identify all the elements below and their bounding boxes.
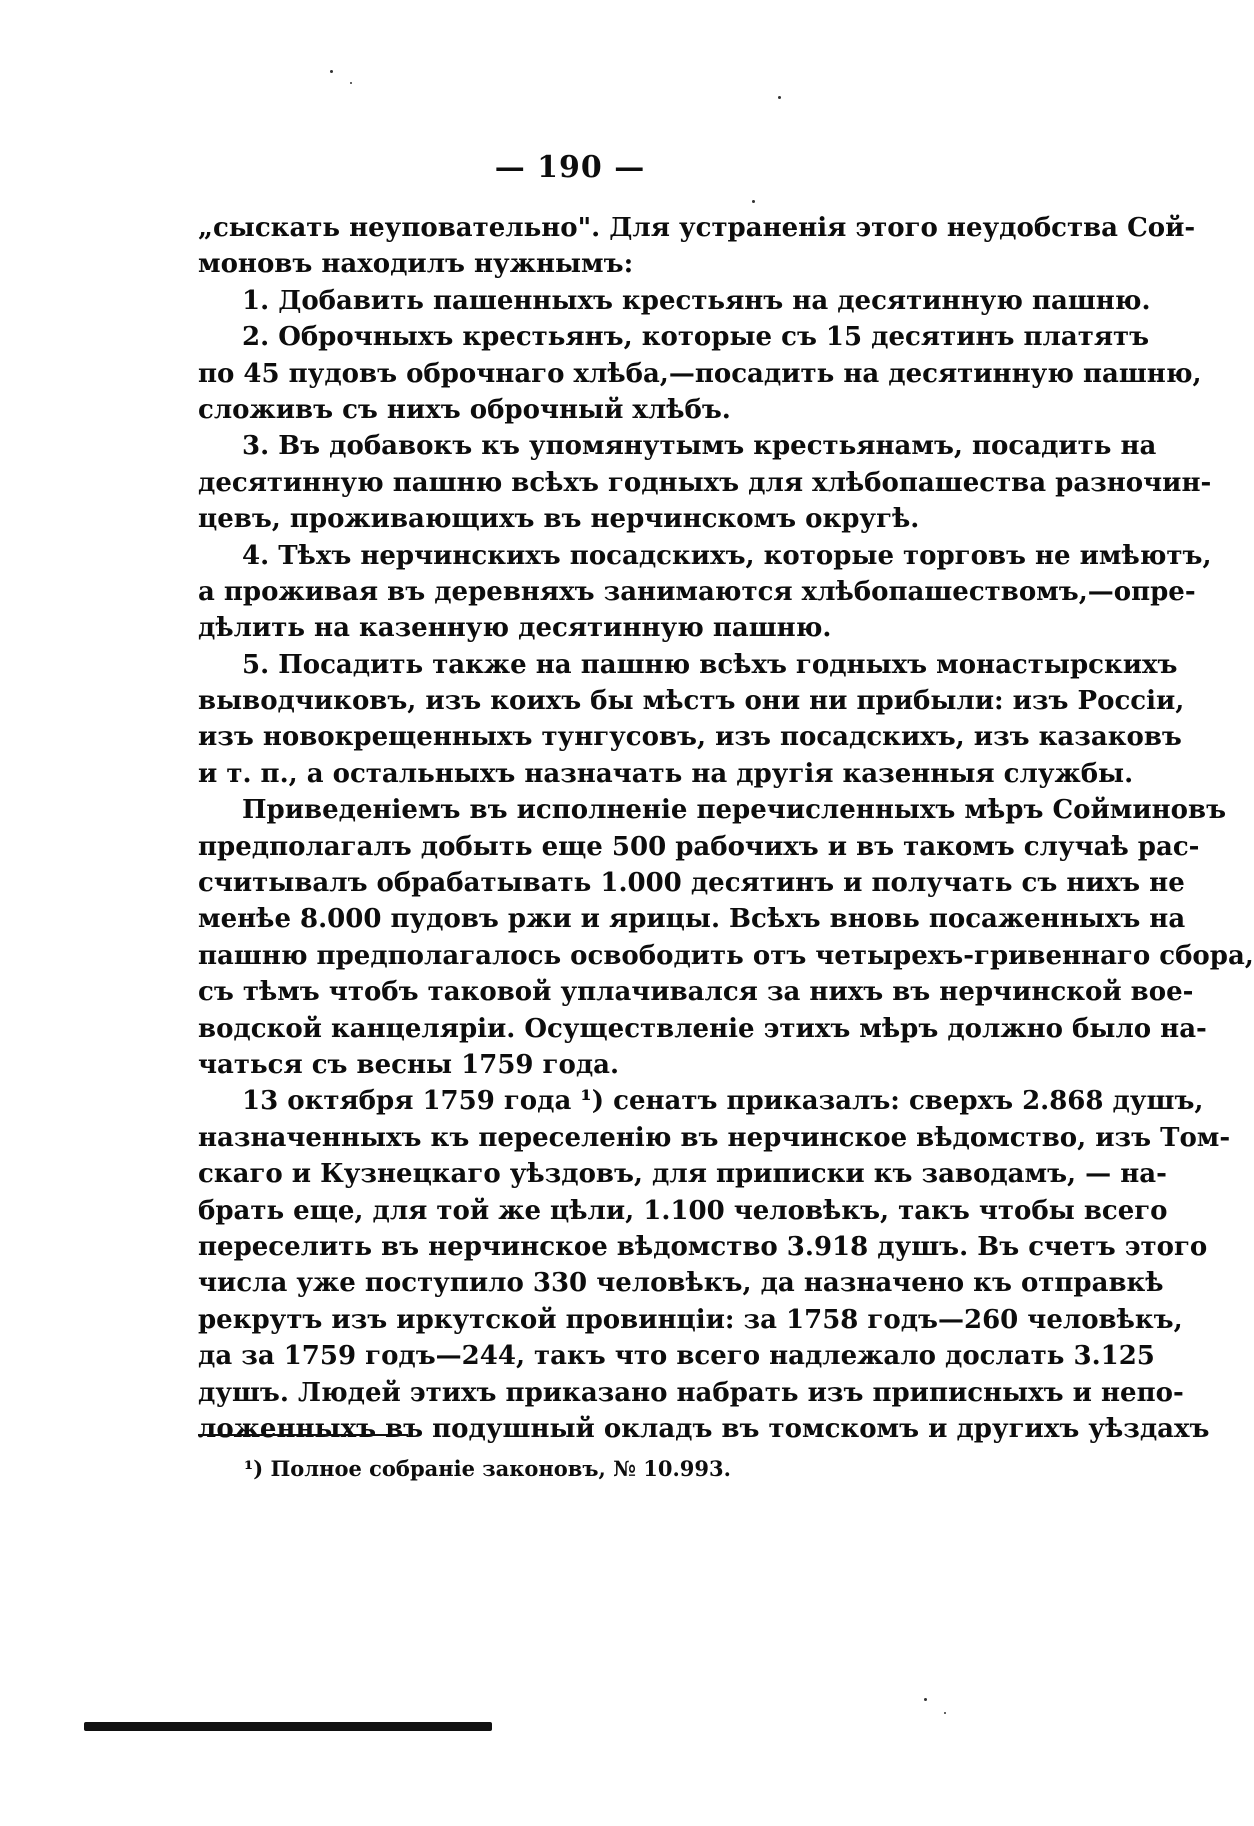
footnote-divider (198, 1434, 408, 1436)
page-number: — 190 — (494, 150, 646, 185)
text-line: дѣлить на казенную десятинную пашню. (198, 613, 832, 644)
paragraph-start: 13 октября 1759 года ¹) сенатъ приказалъ: сверхъ 2.868 душъ, (242, 1086, 1204, 1117)
text-line: „сыскать неуповательно". Для устраненія этого неудобства Сой- (198, 213, 1196, 243)
text-line: ложенныхъ въ подушный окладъ въ томскомъ и другихъ уѣздахъ (198, 1413, 1210, 1444)
text-line: по 45 пудовъ оброчнаго хлѣба,—посадить на десятинную пашню, (198, 358, 1202, 389)
text-line: предполагалъ добыть еще 500 рабочихъ и въ такомъ случаѣ рас- (198, 831, 1200, 862)
text-line: пашню предполагалось освободить отъ четырехъ-гривеннаго сбора, (198, 940, 1254, 971)
list-item-5: 5. Посадить также на пашню всѣхъ годныхъ монастырскихъ (242, 649, 1178, 680)
list-item-2: 2. Оброчныхъ крестьянъ, которые съ 15 десятинъ платятъ (242, 322, 1150, 353)
text-line: считывалъ обрабатывать 1.000 десятинъ и получать съ нихъ не (198, 868, 1185, 899)
text-line: изъ новокрещенныхъ тунгусовъ, изъ посадскихъ, изъ казаковъ (198, 722, 1182, 753)
footnote: ¹) Полное собраніе законовъ, № 10.993. (244, 1456, 731, 1481)
text-line: выводчиковъ, изъ коихъ бы мѣстъ они ни прибыли: изъ Россіи, (198, 686, 1185, 717)
scan-speck (752, 200, 755, 203)
text-line: десятинную пашню всѣхъ годныхъ для хлѣбопашества разночин- (198, 467, 1212, 498)
scan-speck (924, 1698, 927, 1701)
scan-smudge (84, 1722, 492, 1731)
list-item-3: 3. Въ добавокъ къ упомянутымъ крестьянамъ, посадить на (242, 431, 1157, 462)
text-line: брать еще, для той же цѣли, 1.100 человѣкъ, такъ чтобы всего (198, 1195, 1168, 1226)
text-line: душъ. Людей этихъ приказано набрать изъ приписныхъ и непо- (198, 1377, 1184, 1408)
text-line: назначенныхъ къ переселенію въ нерчинское вѣдомство, изъ Том- (198, 1122, 1231, 1153)
text-line: переселить въ нерчинское вѣдомство 3.918 душъ. Въ счетъ этого (198, 1231, 1208, 1262)
scan-speck (944, 1712, 946, 1714)
text-line: моновъ находилъ нужнымъ: (198, 249, 634, 280)
scan-speck (350, 82, 352, 84)
list-item-1: 1. Добавить пашенныхъ крестьянъ на десятинную пашню. (242, 285, 1151, 316)
text-line: да за 1759 годъ—244, такъ что всего надлежало дослать 3.125 (198, 1341, 1155, 1372)
text-line: сложивъ съ нихъ оброчный хлѣбъ. (198, 394, 731, 425)
text-line: рекрутъ изъ иркутской провинціи: за 1758 годъ—260 человѣкъ, (198, 1304, 1183, 1335)
text-line: скаго и Кузнецкаго уѣздовъ, для приписки къ заводамъ, — на- (198, 1159, 1167, 1190)
text-line: числа уже поступило 330 человѣкъ, да назначено къ отправкѣ (198, 1268, 1164, 1299)
body-text (198, 210, 1254, 1447)
text-line: и т. п., а остальныхъ назначать на другія казенныя службы. (198, 758, 1134, 789)
list-item-4: 4. Тѣхъ нерчинскихъ посадскихъ, которые торговъ не имѣютъ, (242, 540, 1212, 571)
scan-speck (778, 96, 781, 99)
text-line: водской канцеляріи. Осуществленіе этихъ мѣръ должно было на- (198, 1013, 1207, 1044)
text-line: цевъ, проживающихъ въ нерчинскомъ округѣ. (198, 504, 920, 535)
paragraph-start: Приведеніемъ въ исполненіе перечисленныхъ мѣръ Сойминовъ (242, 795, 1227, 826)
scan-speck (330, 70, 333, 73)
text-line: менѣе 8.000 пудовъ ржи и ярицы. Всѣхъ вновь посаженныхъ на (198, 904, 1186, 935)
text-line: а проживая въ деревняхъ занимаются хлѣбопашествомъ,—опре- (198, 576, 1196, 607)
text-line: чаться съ весны 1759 года. (198, 1049, 620, 1080)
text-line: съ тѣмъ чтобъ таковой уплачивался за нихъ въ нерчинской вое- (198, 977, 1194, 1008)
